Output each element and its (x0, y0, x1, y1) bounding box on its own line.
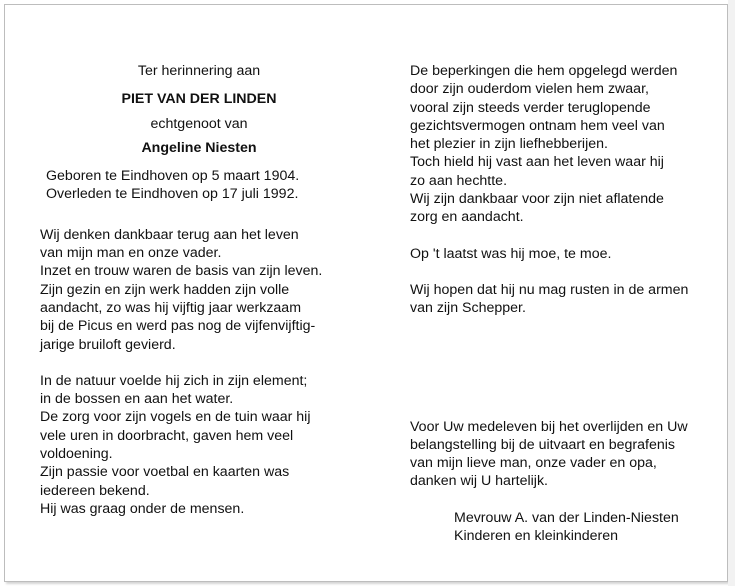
paragraph-hobbies (40, 372, 358, 518)
paragraph-limitations (410, 62, 700, 227)
intro-line: Ter herinnering aan (137, 63, 261, 79)
paragraph-thanks (410, 418, 700, 491)
signature-family: Kinderen en kleinkinderen (454, 528, 619, 545)
text-line: aandacht, zo was hij vijftig jaar werkzaam (40, 299, 302, 316)
text-line: De beperkingen die hem opgelegd werden (410, 63, 678, 79)
text-line: door zijn ouderdom vielen hem zwaar, (410, 81, 649, 98)
text-line: vooral zijn steeds verder teruglopende (410, 99, 651, 116)
text-line: De zorg voor zijn vogels en de tuin waar hij (40, 409, 311, 426)
signature-block (410, 509, 700, 546)
death-line: Overleden te Eindhoven op 17 juli 1992. (46, 186, 299, 203)
text-line: gezichtsvermogen ontnam hem veel van (410, 117, 665, 134)
text-line: van mijn man en onze vader. (40, 245, 222, 262)
text-line: danken wij U hartelijk. (410, 473, 548, 490)
text-line: vele uren in doorbracht, gaven hem veel (40, 427, 294, 444)
text-line: in de bossen en aan het water. (40, 391, 234, 408)
text-line: Zijn gezin en zijn werk hadden zijn volle (40, 281, 290, 298)
birth-line: Geboren te Eindhoven op 5 maart 1904. (46, 168, 300, 185)
paragraph-tired: Op 't laatst was hij moe, te moe. (410, 245, 612, 262)
text-line: bij de Picus en werd pas nog de vijfenvijftig- (40, 318, 316, 335)
signature-name: Mevrouw A. van der Linden-Niesten (454, 509, 679, 526)
text-line: voldoening. (40, 446, 113, 463)
text-line: Voor Uw medeleven bij het overlijden en Uw (410, 418, 688, 435)
text-line: zorg en aandacht. (410, 209, 524, 226)
text-line: Wij hopen dat hij nu mag rusten in de armen (410, 281, 689, 298)
text-line: Inzet en trouw waren de basis van zijn leven. (40, 263, 323, 280)
text-line: Toch hield hij vast aan het leven waar hij (410, 154, 664, 171)
deceased-name: PIET VAN DER LINDEN (121, 91, 277, 108)
relation-line: echtgenoot van (150, 115, 248, 132)
text-line: belangstelling bij de uitvaart en begrafenis (410, 436, 676, 453)
text-line: Hij was graag onder de mensen. (40, 500, 245, 517)
text-line: Wij zijn dankbaar voor zijn niet aflatende (410, 191, 664, 208)
paragraph-rest (410, 281, 700, 318)
text-line: Zijn passie voor voetbal en kaarten was (40, 464, 290, 481)
text-line: van zijn Schepper. (410, 300, 526, 317)
spouse-name: Angeline Niesten (141, 139, 257, 156)
text-line: het plezier in zijn liefhebberijen. (410, 136, 608, 153)
page-edge (728, 0, 735, 586)
text-line: Wij denken dankbaar terug aan het leven (40, 226, 299, 243)
text-line: zo aan hechtte. (410, 172, 508, 189)
paragraph-life (40, 226, 358, 354)
right-column (410, 62, 700, 545)
text-line: jarige bruiloft gevierd. (40, 336, 176, 353)
text-line: iedereen bekend. (40, 482, 150, 499)
left-column (40, 62, 358, 518)
text-line: van mijn lieve man, onze vader en opa, (410, 455, 657, 472)
text-line: In de natuur voelde hij zich in zijn element; (40, 372, 308, 389)
